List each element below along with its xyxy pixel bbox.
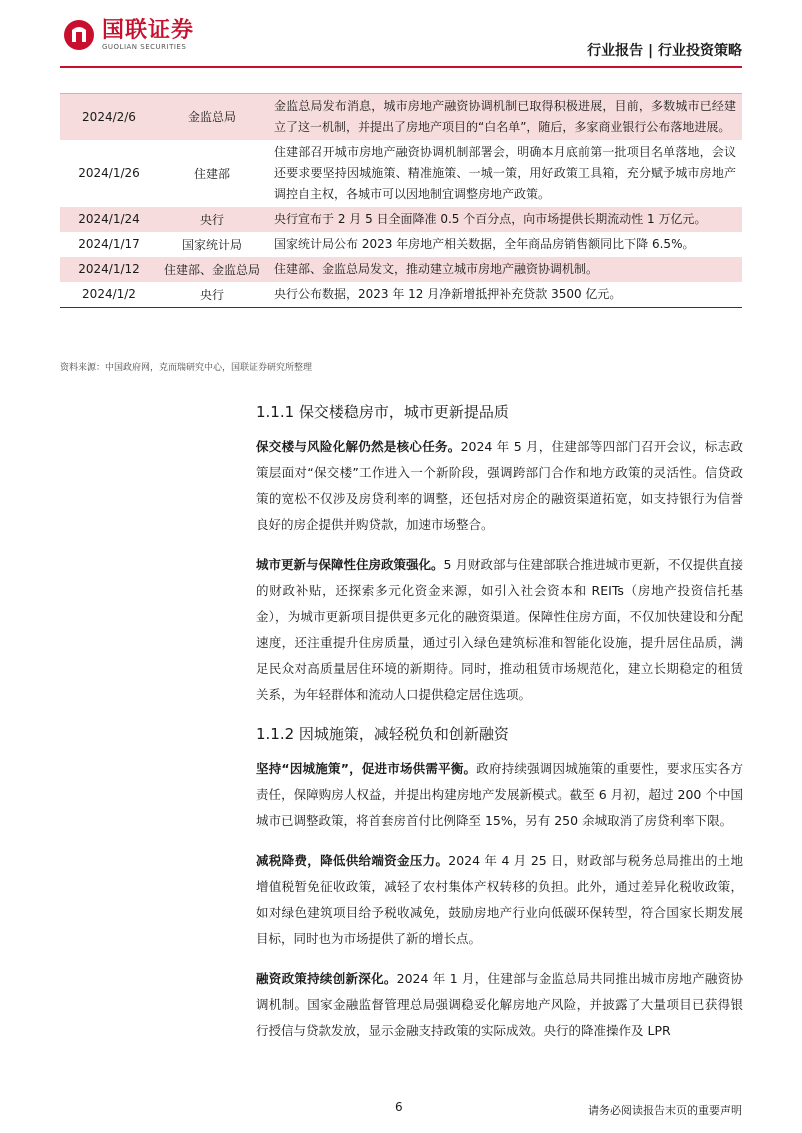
row-desc: 住建部、金监总局发文，推动建立城市房地产融资协调机制。 — [266, 257, 742, 282]
row-org: 金监总局 — [158, 94, 266, 140]
row-date: 2024/1/17 — [78, 237, 140, 251]
row-date: 2024/1/26 — [78, 166, 140, 180]
table-row — [60, 257, 742, 282]
page-header — [0, 0, 802, 70]
table-row — [60, 232, 742, 257]
row-org: 央行 — [158, 207, 266, 232]
row-date: 2024/1/24 — [60, 207, 158, 232]
row-org: 住建部 — [193, 166, 230, 181]
paragraph-text: 政府持续强调因城施策的重要性，要求压实各方责任，保障购房人权益，并提出构建房地产发展新模式。截至 6 月初，超过 200 个中国城市已调整政策，将首套房首付比例降至 15%，另有 250 余城取消了房贷利率下限。 — [256, 761, 743, 828]
paragraph-lead: 保交楼与风险化解仍然是核心任务。 — [256, 439, 461, 454]
row-org: 国家统计局 — [181, 237, 242, 252]
table-source-note: 资料来源：中国政府网，克而瑞研究中心，国联证券研究所整理 — [60, 363, 313, 373]
paragraph — [256, 434, 743, 538]
table-row — [60, 207, 742, 232]
page-number: 6 — [395, 1100, 403, 1114]
section-title-1-1-1: 1.1.1 保交楼稳房市，城市更新提品质 — [256, 403, 509, 421]
paragraph-text: 2024 年 1 月，住建部与金监总局共同推出城市房地产融资协调机制。国家金融监督管理总局强调稳妥化解房地产风险，并披露了大量项目已获得银行授信与贷款发放，显示金融支持政策的实际成效。央行的降准操作及 LPR — [256, 971, 743, 1038]
logo-chinese-name: 国联证券 — [102, 17, 195, 43]
row-date: 2024/2/6 — [60, 94, 158, 140]
policy-events-table — [60, 94, 742, 308]
paragraph-lead: 城市更新与保障性住房政策强化。 — [256, 557, 444, 572]
paragraph-text: 2024 年 5 月，住建部等四部门召开会议，标志政策层面对“保交楼”工作进入一个新阶段，强调跨部门合作和地方政策的灵活性。信贷政策的宽松不仅涉及房贷利率的调整，还包括对房企的融资渠道拓宽，如支持银行为信誉良好的房企提供并购贷款，加速市场整合。 — [256, 439, 743, 532]
paragraph-lead: 坚持“因城施策”，促进市场供需平衡。 — [256, 761, 477, 776]
paragraph-text: 2024 年 4 月 25 日，财政部与税务总局推出的土地增值税暂免征收政策，减轻了农村集体产权转移的负担。此外，通过差异化税收政策，如对绿色建筑项目给予税收减免，鼓励房地产行业向低碳环保转型，符合国家长期发展目标，同时也为市场提供了新的增长点。 — [256, 853, 743, 946]
report-type-label: 行业报告 | 行业投资策略 — [587, 43, 742, 59]
paragraph — [256, 756, 743, 834]
footer-disclaimer: 请务必阅读报告末页的重要声明 — [588, 1104, 742, 1117]
row-desc: 国家统计局公布 2023 年房地产相关数据，全年商品房销售额同比下降 6.5%。 — [274, 237, 695, 251]
table-row — [60, 94, 742, 140]
row-date: 2024/1/2 — [60, 282, 158, 308]
row-desc: 金监总局发布消息，城市房地产融资协调机制已取得积极进展，目前，多数城市已经建立了这一机制，并提出了房地产项目的“白名单”，随后，多家商业银行公布落地进展。 — [266, 94, 742, 140]
paragraph — [256, 966, 743, 1044]
row-org: 央行 — [158, 282, 266, 308]
row-desc: 住建部召开城市房地产融资协调机制部署会，明确本月底前第一批项目名单落地，会议还要求要坚持因城施策、精准施策、一城一策，用好政策工具箱，充分赋予城市房地产调控自主权，各城市可以因地制宜调整房地产政策。 — [274, 145, 736, 201]
paragraph — [256, 552, 743, 708]
table-row — [60, 282, 742, 308]
paragraph-text: 5 月财政部与住建部联合推进城市更新，不仅提供直接的财政补贴，还探索多元化资金来源，如引入社会资本和 REITs（房地产投资信托基金），为城市更新项目提供更多元化的融资渠道。保障性住房方面，不仅加快建设和分配速度，还注重提升住房质量，通过引入绿色建筑标准和智能化设施，提升居住品质，满足民众对高质量居住环境的新期待。同时，推动租赁市场规范化，建立长期稳定的租赁关系，为年轻群体和流动人口提供稳定居住选项。 — [256, 557, 743, 702]
header-divider — [60, 66, 742, 68]
section-title-1-1-2: 1.1.2 因城施策，减轻税负和创新融资 — [256, 725, 509, 743]
table-row — [60, 140, 742, 207]
row-org: 住建部、金监总局 — [158, 257, 266, 282]
paragraph-lead: 减税降费，降低供给端资金压力。 — [256, 853, 449, 868]
paragraph-lead: 融资政策持续创新深化。 — [256, 971, 397, 986]
guolian-logo-icon — [62, 18, 96, 52]
paragraph — [256, 848, 743, 952]
row-desc: 央行公布数据，2023 年 12 月净新增抵押补充贷款 3500 亿元。 — [266, 282, 742, 308]
row-date: 2024/1/12 — [60, 257, 158, 282]
row-desc: 央行宣布于 2 月 5 日全面降准 0.5 个百分点，向市场提供长期流动性 1 万亿元。 — [266, 207, 742, 232]
company-logo — [62, 18, 194, 52]
logo-english-name: GUOLIAN SECURITIES — [102, 42, 187, 51]
body-content — [256, 392, 743, 1058]
